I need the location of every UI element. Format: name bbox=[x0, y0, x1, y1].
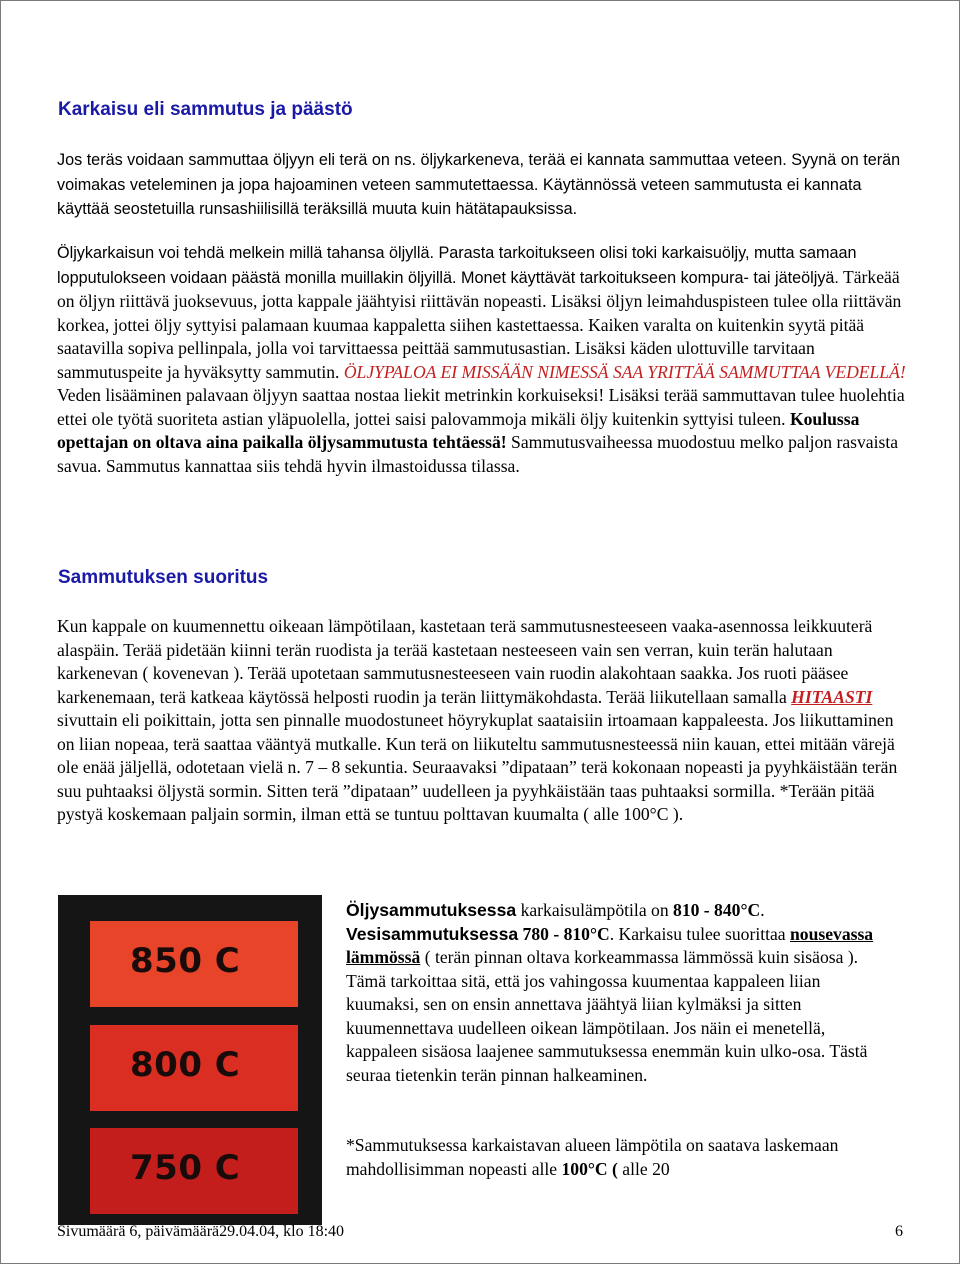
section-title-karkaisu: Karkaisu eli sammutus ja päästö bbox=[58, 99, 353, 120]
paragraph-oil-quench bbox=[57, 241, 907, 478]
oil-quench-end: . bbox=[760, 900, 765, 920]
cooling-note bbox=[346, 1134, 886, 1181]
water-quench-label: Vesisammutuksessa bbox=[346, 923, 519, 944]
swatch-850-label: 850 C bbox=[130, 941, 241, 981]
slowly-emphasis: HITAASTI bbox=[791, 686, 873, 707]
oil-text-d: Sammutusvaiheessa muodostuu melko paljon rasvaista savua. Sammutus kannattaa siis tehdä hyvin ilmastoidussa tilassa. bbox=[57, 432, 899, 476]
procedure-text-a: Kun kappale on kuumennettu oikeaan lämpötilaan, kastetaan terä sammutusnesteeseen vaaka-asennossa leikkuuterä alaspäin. Terää pidetään kiinni terän ruodista ja terää kastetaan nesteeseen vain sen verran, kuin terän halutaan karkenevan ( kovenevan ). Terää upotetaan sammutusnesteeseen vain ruodin alakohtaan saakka. Jos ruoti pääsee karkenemaan, terä katkeaa käytössä helposti ruodin ja terän liittymäkohdasta. Terää liikutellaan samalla bbox=[57, 616, 873, 707]
swatch-800 bbox=[90, 1025, 298, 1111]
cooling-note-b: alle 20 bbox=[617, 1158, 670, 1179]
fire-warning: ÖLJYPALOA EI MISSÄÄN NIMESSÄ SAA YRITTÄÄ SAMMUTTAA VEDELLÄ! bbox=[343, 361, 906, 382]
quench-temperatures bbox=[346, 899, 886, 1087]
swatch-750-label: 750 C bbox=[130, 1148, 241, 1188]
section-title-sammutus: Sammutuksen suoritus bbox=[58, 567, 269, 588]
water-quench-text: . Karkaisu tulee suorittaa bbox=[609, 923, 790, 944]
procedure-text-b: sivuttain eli poikittain, jotta sen pinnalle muodostuneet höyrykuplat saataisiin irtoamaan kappaleesta. Jos liikuttaminen on liian nopeaa, terä saattaa vääntyä mutkalle. Kun terä on liikuteltu sammutusnesteessä niin kauan, ettei mitään värejä ole enää jäljellä, odotetaan vielä n. 7 – 8 sekuntia. Seuraavaksi ”dipataan” terä kokonaan nopeasti ja pyyhkäistään terän suu puhtaaksi öljystä sormin. Sitten terä ”dipataan” uudelleen ja pyyhkäistään taas puhtaaksi sormilla. *Terään pitää pystyä koskemaan paljain sormin, ilman että se tuntuu polttavan kuumalta ( alle 100°C ). bbox=[57, 710, 898, 824]
oil-text-b: Tärkeää on öljyn riittävä juoksevuus, jotta kappale jäähtyisi riittävän nopeasti. Lisäksi öljyn leimahduspisteen tulee olla riittävän korkea, jottei öljy syttyisi palamaan kuumaa kappaletta siihen kastettaessa. Kaiken varalta on kuitenkin syytä pitää saatavilla sopiva pellinpala, jolla voi tarvittaessa peittää sammutusastian. Lisäksi käden ulottuville tarvitaan sammutuspeite ja hyväksytty sammutin. bbox=[57, 266, 902, 382]
page-footer bbox=[57, 1222, 903, 1242]
oil-text-a: Öljykarkaisun voi tehdä melkein millä tahansa öljyllä. Parasta tarkoitukseen olisi toki karkaisuöljy, mutta samaan lopputulokseen voidaan päästä monilla muillakin öljyillä. Monet käyttävät tarkoitukseen kompura- tai jäteöljyä. bbox=[57, 244, 857, 287]
water-quench-rest: ( terän pinnan oltava korkeammassa lämmössä kuin sisäosa ). Tämä tarkoittaa sitä, että jos vahingossa kuumentaa kappaleen liian kuumaksi, sen on ensin annettava jäähtyä liian kylmäksi ja sitten kuumennettava uudelleen oikean lämpötilaan. Jos näin ei menetellä, kappaleen sisäosa laajenee sammutuksessa enemmän kuin ulko-osa. Tästä seuraa tietenkin terän pinnan halkeaminen. bbox=[346, 947, 868, 1085]
cooling-note-temp: 100°C ( bbox=[561, 1158, 618, 1179]
page-number: 6 bbox=[895, 1223, 903, 1240]
swatch-800-label: 800 C bbox=[130, 1045, 241, 1085]
water-quench-temp: 780 - 810°C bbox=[518, 923, 610, 944]
rising-heat-emphasis: nousevassa lämmössä bbox=[346, 923, 874, 967]
paragraph-intro bbox=[57, 148, 907, 222]
oil-quench-label: Öljysammutuksessa bbox=[346, 900, 517, 920]
footer-info: Sivumäärä 6, päivämäärä29.04.04, klo 18:40 bbox=[57, 1223, 345, 1240]
teacher-notice: Koulussa opettajan on oltava aina paikalla öljysammutusta tehtäessä! bbox=[57, 408, 860, 452]
swatch-850 bbox=[90, 921, 298, 1007]
temperature-color-chart bbox=[58, 895, 322, 1225]
swatch-750 bbox=[90, 1128, 298, 1214]
oil-quench-text: karkaisulämpötila on bbox=[516, 900, 674, 920]
paragraph-quench-procedure bbox=[57, 615, 907, 827]
intro-text: Jos teräs voidaan sammuttaa öljyyn eli terä on ns. öljykarkeneva, terää ei kannata sammuttaa veteen. Syynä on terän voimakas veteleminen ja jopa hajoaminen veteen sammutettaessa. Käytännössä veteen sammutusta ei kannata käyttää seostetuilla runsashiilisillä teräksillä muuta kuin hätätapauksissa. bbox=[57, 151, 901, 218]
oil-text-c: Veden lisääminen palavaan öljyyn saattaa nostaa liekit metrinkin korkuiseksi! Lisäksi terää sammuttavan tulee huolehtia ettei ole työtä suoriteta astian yläpuolella, jottei saisi palovammoja mikäli öljy kuitenkin syttyisi tuleen. bbox=[57, 385, 905, 429]
oil-quench-temp: 810 - 840°C bbox=[673, 900, 761, 920]
cooling-note-a: *Sammutuksessa karkaistavan alueen lämpötila on saatava laskemaan mahdollisimman nopeasti alle bbox=[346, 1135, 839, 1179]
